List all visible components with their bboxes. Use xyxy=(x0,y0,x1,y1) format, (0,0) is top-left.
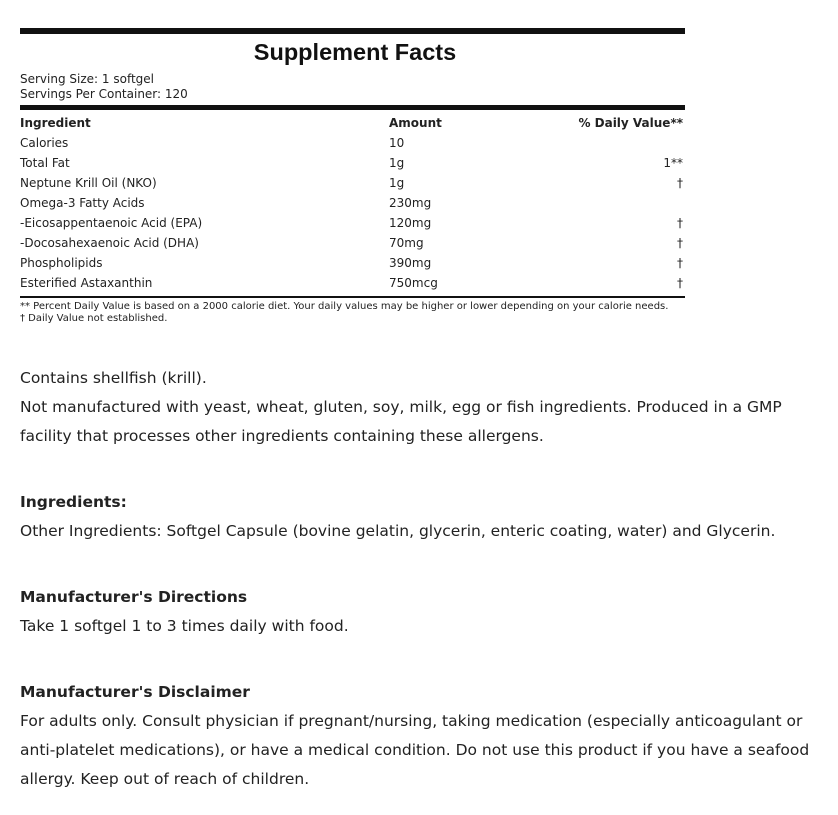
row-dv xyxy=(559,133,685,153)
supplement-facts-panel xyxy=(20,28,685,325)
spacer xyxy=(20,546,830,583)
directions-title: Manufacturer's Directions xyxy=(20,588,248,606)
row-amount: 390mg xyxy=(389,256,432,270)
row-amount: 1g xyxy=(389,156,405,170)
disclaimer-title: Manufacturer's Disclaimer xyxy=(20,683,250,701)
row-amount: 70mg xyxy=(389,236,424,250)
row-dv: † xyxy=(677,236,683,250)
allergen-contains: Contains shellfish (krill). xyxy=(20,369,207,387)
directions-text: Take 1 softgel 1 to 3 times daily with food. xyxy=(20,617,349,635)
bottom-rule xyxy=(20,296,685,298)
spacer xyxy=(20,641,830,678)
row-name: Total Fat xyxy=(20,156,70,170)
table-row xyxy=(20,173,685,193)
facts-header-row xyxy=(20,113,685,133)
ingredients-text: Other Ingredients: Softgel Capsule (bovine gelatin, glycerin, enteric coating, water) and Glycerin. xyxy=(20,522,776,540)
header-daily-value: % Daily Value** xyxy=(578,116,683,130)
row-name: Omega-3 Fatty Acids xyxy=(20,196,145,210)
table-row xyxy=(20,233,685,253)
facts-title: Supplement Facts xyxy=(253,39,457,65)
row-amount: 230mg xyxy=(389,196,432,210)
row-name: -Eicosappentaenoic Acid (EPA) xyxy=(20,216,203,230)
row-dv: 1** xyxy=(663,156,683,170)
thick-rule xyxy=(20,105,685,110)
row-amount: 10 xyxy=(389,136,405,150)
row-name: Phospholipids xyxy=(20,256,103,270)
product-details xyxy=(20,364,830,794)
row-dv: † xyxy=(677,176,683,190)
facts-table xyxy=(20,113,685,293)
table-row xyxy=(20,253,685,273)
row-name: Esterified Astaxanthin xyxy=(20,276,153,290)
ingredients-title: Ingredients: xyxy=(20,493,127,511)
top-rule xyxy=(20,28,685,34)
row-name: -Docosahexaenoic Acid (DHA) xyxy=(20,236,199,250)
header-ingredient: Ingredient xyxy=(20,116,91,130)
spacer xyxy=(20,451,830,488)
table-row xyxy=(20,133,685,153)
row-dv xyxy=(559,193,685,213)
serving-size: Serving Size: 1 softgel xyxy=(20,72,154,86)
row-name: Neptune Krill Oil (NKO) xyxy=(20,176,157,190)
header-amount: Amount xyxy=(389,116,442,130)
footnote-not-established: † Daily Value not established. xyxy=(20,313,168,324)
row-amount: 120mg xyxy=(389,216,432,230)
servings-per-container: Servings Per Container: 120 xyxy=(20,87,188,101)
table-row xyxy=(20,193,685,213)
footnote-daily-value: ** Percent Daily Value is based on a 2000 calorie diet. Your daily values may be higher or lower depending on your calorie needs. xyxy=(20,301,669,312)
row-dv: † xyxy=(677,276,683,290)
row-amount: 750mcg xyxy=(389,276,438,290)
table-row xyxy=(20,273,685,293)
disclaimer-text: For adults only. Consult physician if pregnant/nursing, taking medication (especially anticoagulant or anti-platelet medications), or have a medical condition. Do not use this product if you have a seafood allergy. Keep out of reach of children. xyxy=(20,712,810,788)
allergen-statement: Not manufactured with yeast, wheat, gluten, soy, milk, egg or fish ingredients. Produced in a GMP facility that processes other ingredients containing these allergens. xyxy=(20,398,782,445)
row-amount: 1g xyxy=(389,176,405,190)
table-row xyxy=(20,213,685,233)
row-dv: † xyxy=(677,256,683,270)
row-name: Calories xyxy=(20,136,69,150)
row-dv: † xyxy=(677,216,683,230)
serving-info xyxy=(20,72,685,102)
facts-footnotes xyxy=(20,301,685,325)
table-row xyxy=(20,153,685,173)
